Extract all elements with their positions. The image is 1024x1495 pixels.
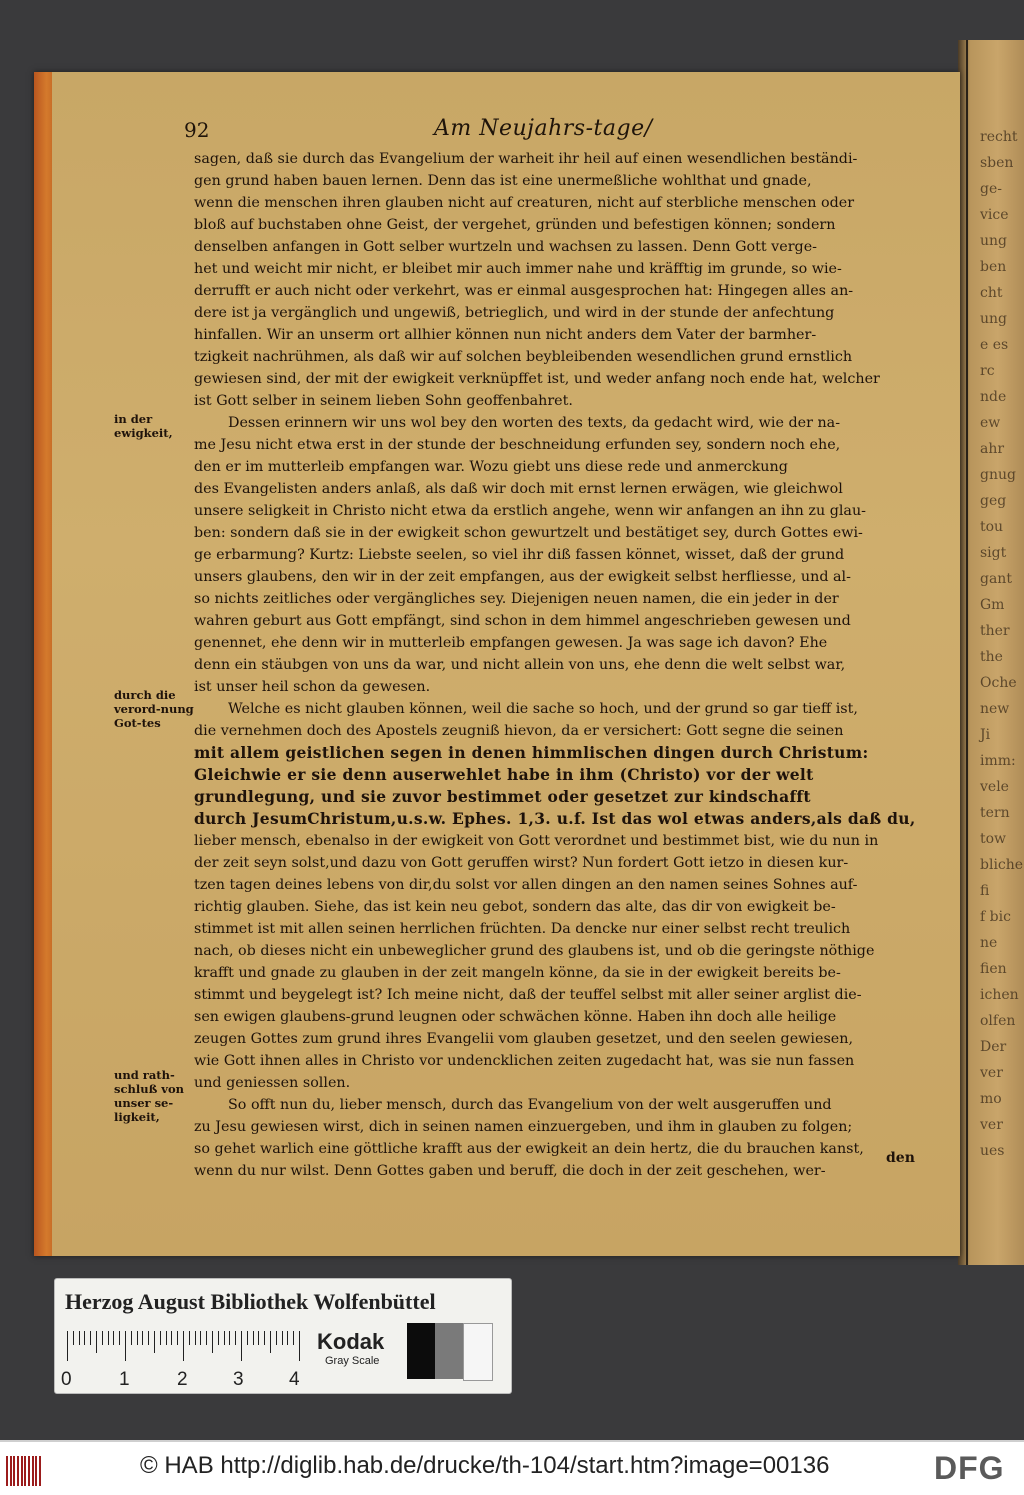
ruler-tick: [247, 1331, 248, 1345]
text-line: den er im mutterleib empfangen war. Wozu giebt uns diese rede und anmerckung: [194, 459, 788, 475]
text-line: dere ist ja vergänglich und ungewiß, betrieglich, und wird in der stunde der anfechtung: [194, 305, 835, 321]
ruler-tick: [119, 1331, 120, 1345]
adjacent-fragment: sben: [980, 155, 1014, 171]
page-number: 92: [184, 118, 210, 142]
adjacent-fragment: Der: [980, 1039, 1007, 1055]
adjacent-fragment: ne: [980, 935, 998, 951]
text-line: So offt nun du, lieber mensch, durch das Evangelium von der welt ausgeruffen und: [228, 1097, 832, 1113]
gray-patch-white: [463, 1323, 493, 1381]
text-line: bloß auf buchstaben ohne Geist, der vergehet, gründen und befestigen können; sondern: [194, 217, 836, 233]
ruler-tick: [79, 1331, 80, 1345]
adjacent-fragment: vele: [980, 779, 1009, 795]
text-line: wenn du nur wilst. Denn Gottes gaben und beruff, die doch in der zeit geschehen, wer-: [194, 1163, 826, 1179]
text-line: durch JesumChristum,u.s.w. Ephes. 1,3. u.f. Ist das wol etwas anders,als daß du,: [194, 809, 916, 828]
ruler-tick: [125, 1331, 126, 1361]
ruler-tick: [235, 1331, 236, 1345]
hab-barcode-icon: [6, 1456, 42, 1486]
gray-patch-black: [407, 1323, 435, 1379]
ruler-tick: [293, 1331, 294, 1345]
ruler-tick: [282, 1331, 283, 1345]
text-line: stimmet ist mit allen seinen herrlichen früchten. Da dencke nur einer selbst recht treulich: [194, 921, 851, 937]
ruler-tick: [137, 1331, 138, 1345]
adjacent-fragment: cht: [980, 285, 1003, 301]
text-line: so nichts zeitliches oder vergängliches sey. Diejenigen neuen namen, die ein jeder in der: [194, 591, 839, 607]
adjacent-fragment: ew: [980, 415, 1001, 431]
footer-bar: [0, 1440, 1024, 1495]
text-line: ist unser heil schon da gewesen.: [194, 679, 431, 695]
ruler-tick: [108, 1331, 109, 1345]
ruler-tick: [218, 1331, 219, 1345]
ruler-tick: [276, 1331, 277, 1345]
adjacent-fragment: tow: [980, 831, 1007, 847]
text-line: ge erbarmung? Kurtz: Liebste seelen, so viel ihr diß fassen könnet, wisset, daß der grund: [194, 547, 845, 563]
adjacent-fragment: ung: [980, 233, 1007, 249]
text-line: richtig glauben. Siehe, das ist kein neu gebot, sondern das alte, das dir von ewigkeit be-: [194, 899, 836, 915]
adjacent-fragment: bliche: [980, 857, 1024, 873]
text-line: gen grund haben bauen lernen. Denn das ist eine unermeßliche wohlthat und gnade,: [194, 173, 812, 189]
ruler-tick: [229, 1331, 230, 1345]
kodak-logo: Kodak: [317, 1329, 385, 1354]
text-line: grundlegung, und sie zuvor bestimmet oder gesetzet zur kindschafft: [194, 787, 811, 806]
text-line: denselben anfangen in Gott selber wurtzeln und wachsen zu lassen. Denn Gott verge-: [194, 239, 817, 255]
adjacent-fragment: nde: [980, 389, 1007, 405]
ruler-tick: [166, 1331, 167, 1345]
ruler-tick: [200, 1331, 201, 1345]
adjacent-fragment: tern: [980, 805, 1010, 821]
text-line: hinfallen. Wir an unserm ort allhier können nun nicht anders dem Vater der barmher-: [194, 327, 817, 343]
ruler-tick: [253, 1331, 254, 1345]
book-page: [34, 72, 960, 1256]
ruler-tick: [177, 1331, 178, 1345]
gray-patch-mid: [435, 1323, 463, 1379]
running-head-title: Am Neujahrs-tage/: [434, 116, 653, 141]
text-line: lieber mensch, ebenalso in der ewigkeit von Gott verordnet und bestimmet bist, wie du nun in: [194, 833, 879, 849]
text-line: tzigkeit nachrühmen, als daß wir auf solchen beybleibenden wesendlichen grund ernstlich: [194, 349, 853, 365]
ruler-tick: [154, 1331, 155, 1353]
ruler-number: 2: [177, 1369, 188, 1390]
adjacent-fragment: new: [980, 701, 1010, 717]
library-name: Herzog August Bibliothek Wolfenbüttel: [65, 1289, 436, 1314]
text-line: tzen tagen deines lebens von dir,du solst vor allen dingen an den namen seines Sohnes auf-: [194, 877, 858, 893]
ruler-tick: [212, 1331, 213, 1353]
marginal-note: durch die verord-nung Got-tes: [114, 688, 194, 730]
gray-scale-label: Gray Scale: [325, 1355, 380, 1367]
ruler-tick: [258, 1331, 259, 1345]
ruler-tick: [73, 1331, 74, 1345]
adjacent-page-fragments: [980, 128, 1023, 1168]
text-line: stimmt und beygelegt ist? Ich meine nicht, daß der teuffel selbst mit aller seiner arglist die-: [194, 987, 862, 1003]
marginal-note: in der ewigkeit,: [114, 412, 173, 440]
text-line: zeugen Gottes zum grund ihres Evangelii vom glauben gesetzet, und den seelen gewiesen,: [194, 1031, 853, 1047]
text-line: ben: sondern daß sie in der ewigkeit schon gewurtzelt und bestätiget sey, durch Gottes ewi-: [194, 525, 863, 541]
ruler-tick: [171, 1331, 172, 1345]
adjacent-fragment: imm:: [980, 753, 1016, 769]
ruler-tick: [160, 1331, 161, 1345]
ruler-tick: [206, 1331, 207, 1345]
adjacent-fragment: e es: [980, 337, 1009, 353]
ruler-tick: [67, 1331, 68, 1361]
text-line: Welche es nicht glauben können, weil die sache so hoch, und der grund so gar tieff ist,: [228, 701, 858, 717]
adjacent-fragment: rc: [980, 363, 995, 379]
ruler-tick: [299, 1331, 300, 1361]
text-line: Dessen erinnern wir uns wol bey den worten des texts, da gedacht wird, wie der na-: [228, 415, 841, 431]
adjacent-fragment: ther: [980, 623, 1010, 639]
ruler-tick: [142, 1331, 143, 1345]
ruler-tick: [183, 1331, 184, 1361]
adjacent-fragment: ben: [980, 259, 1007, 275]
adjacent-fragment: ge-: [980, 181, 1002, 197]
text-line: genennet, ehe denn wir in mutterleib empfangen gewesen. Ja was sage ich davon? Ehe: [194, 635, 828, 651]
adjacent-fragment: ver: [980, 1117, 1003, 1133]
text-line: unsers glaubens, den wir in der zeit empfangen, aus der ewigkeit selbst herfliesse, und al-: [194, 569, 851, 585]
ruler-tick: [189, 1331, 190, 1345]
adjacent-fragment: ichen: [980, 987, 1019, 1003]
text-line: des Evangelisten anders anlaß, als daß wir doch mit ernst lernen erwägen, wie gleichwol: [194, 481, 843, 497]
binding-strip: [966, 40, 968, 1265]
text-line: mit allem geistlichen segen in denen himmlischen dingen durch Christum:: [194, 743, 869, 762]
text-line: und geniessen sollen.: [194, 1075, 351, 1091]
text-line: gewiesen sind, der mit der ewigkeit verknüpffet ist, und weder anfang noch ende hat, welcher: [194, 371, 880, 387]
text-line: wenn die menschen ihren glauben nicht auf creaturen, nicht auf sterbliche menschen oder: [194, 195, 855, 211]
text-line: Gleichwie er sie denn auserwehlet habe in ihm (Christo) vor der welt: [194, 765, 814, 784]
text-line: wie Gott ihnen alles in Christo vor undencklichen zeiten zugedacht hat, was sie nun fassen: [194, 1053, 855, 1069]
adjacent-fragment: the: [980, 649, 1003, 665]
text-line: unsere seligkeit in Christo nicht etwa da erstlich angehe, wenn wir anfangen an ihn zu glau-: [194, 503, 866, 519]
adjacent-fragment: gant: [980, 571, 1012, 587]
ruler-tick: [224, 1331, 225, 1345]
ruler-tick: [270, 1331, 271, 1353]
ruler-tick: [131, 1331, 132, 1345]
adjacent-fragment: ues: [980, 1143, 1005, 1159]
adjacent-fragment: mo: [980, 1091, 1002, 1107]
ruler-tick: [113, 1331, 114, 1345]
ruler-tick: [96, 1331, 97, 1353]
text-line: sagen, daß sie durch das Evangelium der warheit ihr heil auf einen wesendlichen beständi-: [194, 151, 858, 167]
adjacent-fragment: recht: [980, 129, 1018, 145]
text-line: krafft und gnade zu glauben in der zeit mangeln könne, da sie in der ewigkeit bereits be-: [194, 965, 841, 981]
ruler-tick: [102, 1331, 103, 1345]
text-line: zu Jesu gewiesen wirst, dich in seinen namen einzuergeben, und ihm in glauben zu folgen;: [194, 1119, 853, 1135]
adjacent-fragment: fien: [980, 961, 1007, 977]
ruler-tick: [148, 1331, 149, 1345]
adjacent-fragment: gnug: [980, 467, 1016, 483]
text-line: het und weicht mir nicht, er bleibet mir auch immer nahe und kräfftig im grunde, so wie-: [194, 261, 842, 277]
text-line: der zeit seyn solst,und dazu von Gott geruffen wirst? Nun fordert Gott ietzo in diesen kur-: [194, 855, 849, 871]
text-line: sen ewigen glaubens-grund leugnen oder schwächen könne. Haben ihn doch alle heilige: [194, 1009, 837, 1025]
adjacent-fragment: Oche: [980, 675, 1017, 691]
adjacent-fragment: tou: [980, 519, 1004, 535]
ruler-number: 1: [119, 1369, 130, 1390]
ruler-tick: [90, 1331, 91, 1345]
adjacent-fragment: fi: [980, 883, 990, 899]
text-line: nach, ob dieses nicht ein unbeweglicher grund des glaubens ist, und ob die geringste nöthige: [194, 943, 875, 959]
body-text: [194, 148, 924, 1182]
adjacent-fragment: ung: [980, 311, 1007, 327]
text-line: wahren geburt aus Gott empfängt, sind schon in dem himmel angeschrieben gewesen und: [194, 613, 851, 629]
dfg-logo: DFG: [934, 1450, 1005, 1486]
text-line: ist Gott selber in seinem lieben Sohn geoffenbahret.: [194, 393, 573, 409]
adjacent-fragment: f bic: [980, 909, 1011, 925]
ruler-tick: [195, 1331, 196, 1345]
adjacent-page-edge: [958, 40, 1024, 1265]
footer-divider: [0, 1440, 1024, 1442]
adjacent-fragment: ver: [980, 1065, 1003, 1081]
color-calibration-card: [54, 1278, 512, 1394]
text-line: so gehet warlich eine göttliche krafft aus der ewigkeit an dein hertz, die du brauchen kanst,: [194, 1141, 864, 1157]
adjacent-fragment: ahr: [980, 441, 1005, 457]
adjacent-fragment: vice: [980, 207, 1009, 223]
catchword: den: [886, 1150, 915, 1166]
adjacent-fragment: Ji: [980, 727, 991, 743]
marginal-note: und rath-schluß von unser se-ligkeit,: [114, 1068, 185, 1124]
adjacent-fragment: olfen: [980, 1013, 1016, 1029]
ruler-number: 0: [61, 1369, 72, 1390]
ruler-tick: [84, 1331, 85, 1345]
adjacent-fragment: geg: [980, 493, 1007, 509]
ruler-tick: [264, 1331, 265, 1345]
measurement-ruler: [67, 1331, 313, 1361]
adjacent-fragment: Gm: [980, 597, 1005, 613]
running-head: [184, 114, 914, 146]
text-line: die vernehmen doch des Apostels zeugniß hievon, da er versichert: Gott segne die seinen: [194, 723, 844, 739]
adjacent-fragment: sigt: [980, 545, 1007, 561]
ruler-number: 4: [289, 1369, 300, 1390]
ruler-tick: [287, 1331, 288, 1345]
text-line: derrufft er auch nicht oder verkehrt, was er einmal ausgesprochen hat: Hingegen alles an-: [194, 283, 854, 299]
text-line: me Jesu nicht etwa erst in der stunde der beschneidung erfunden sey, sondern noch ehe,: [194, 437, 841, 453]
ruler-tick: [241, 1331, 242, 1361]
ruler-number: 3: [233, 1369, 244, 1390]
copyright-url[interactable]: © HAB http://diglib.hab.de/drucke/th-104/start.htm?image=00136: [140, 1452, 830, 1479]
text-line: denn ein stäubgen von uns da war, und nicht allein von uns, ehe denn die welt selbst war,: [194, 657, 846, 673]
page-fore-edge: [34, 72, 52, 1256]
